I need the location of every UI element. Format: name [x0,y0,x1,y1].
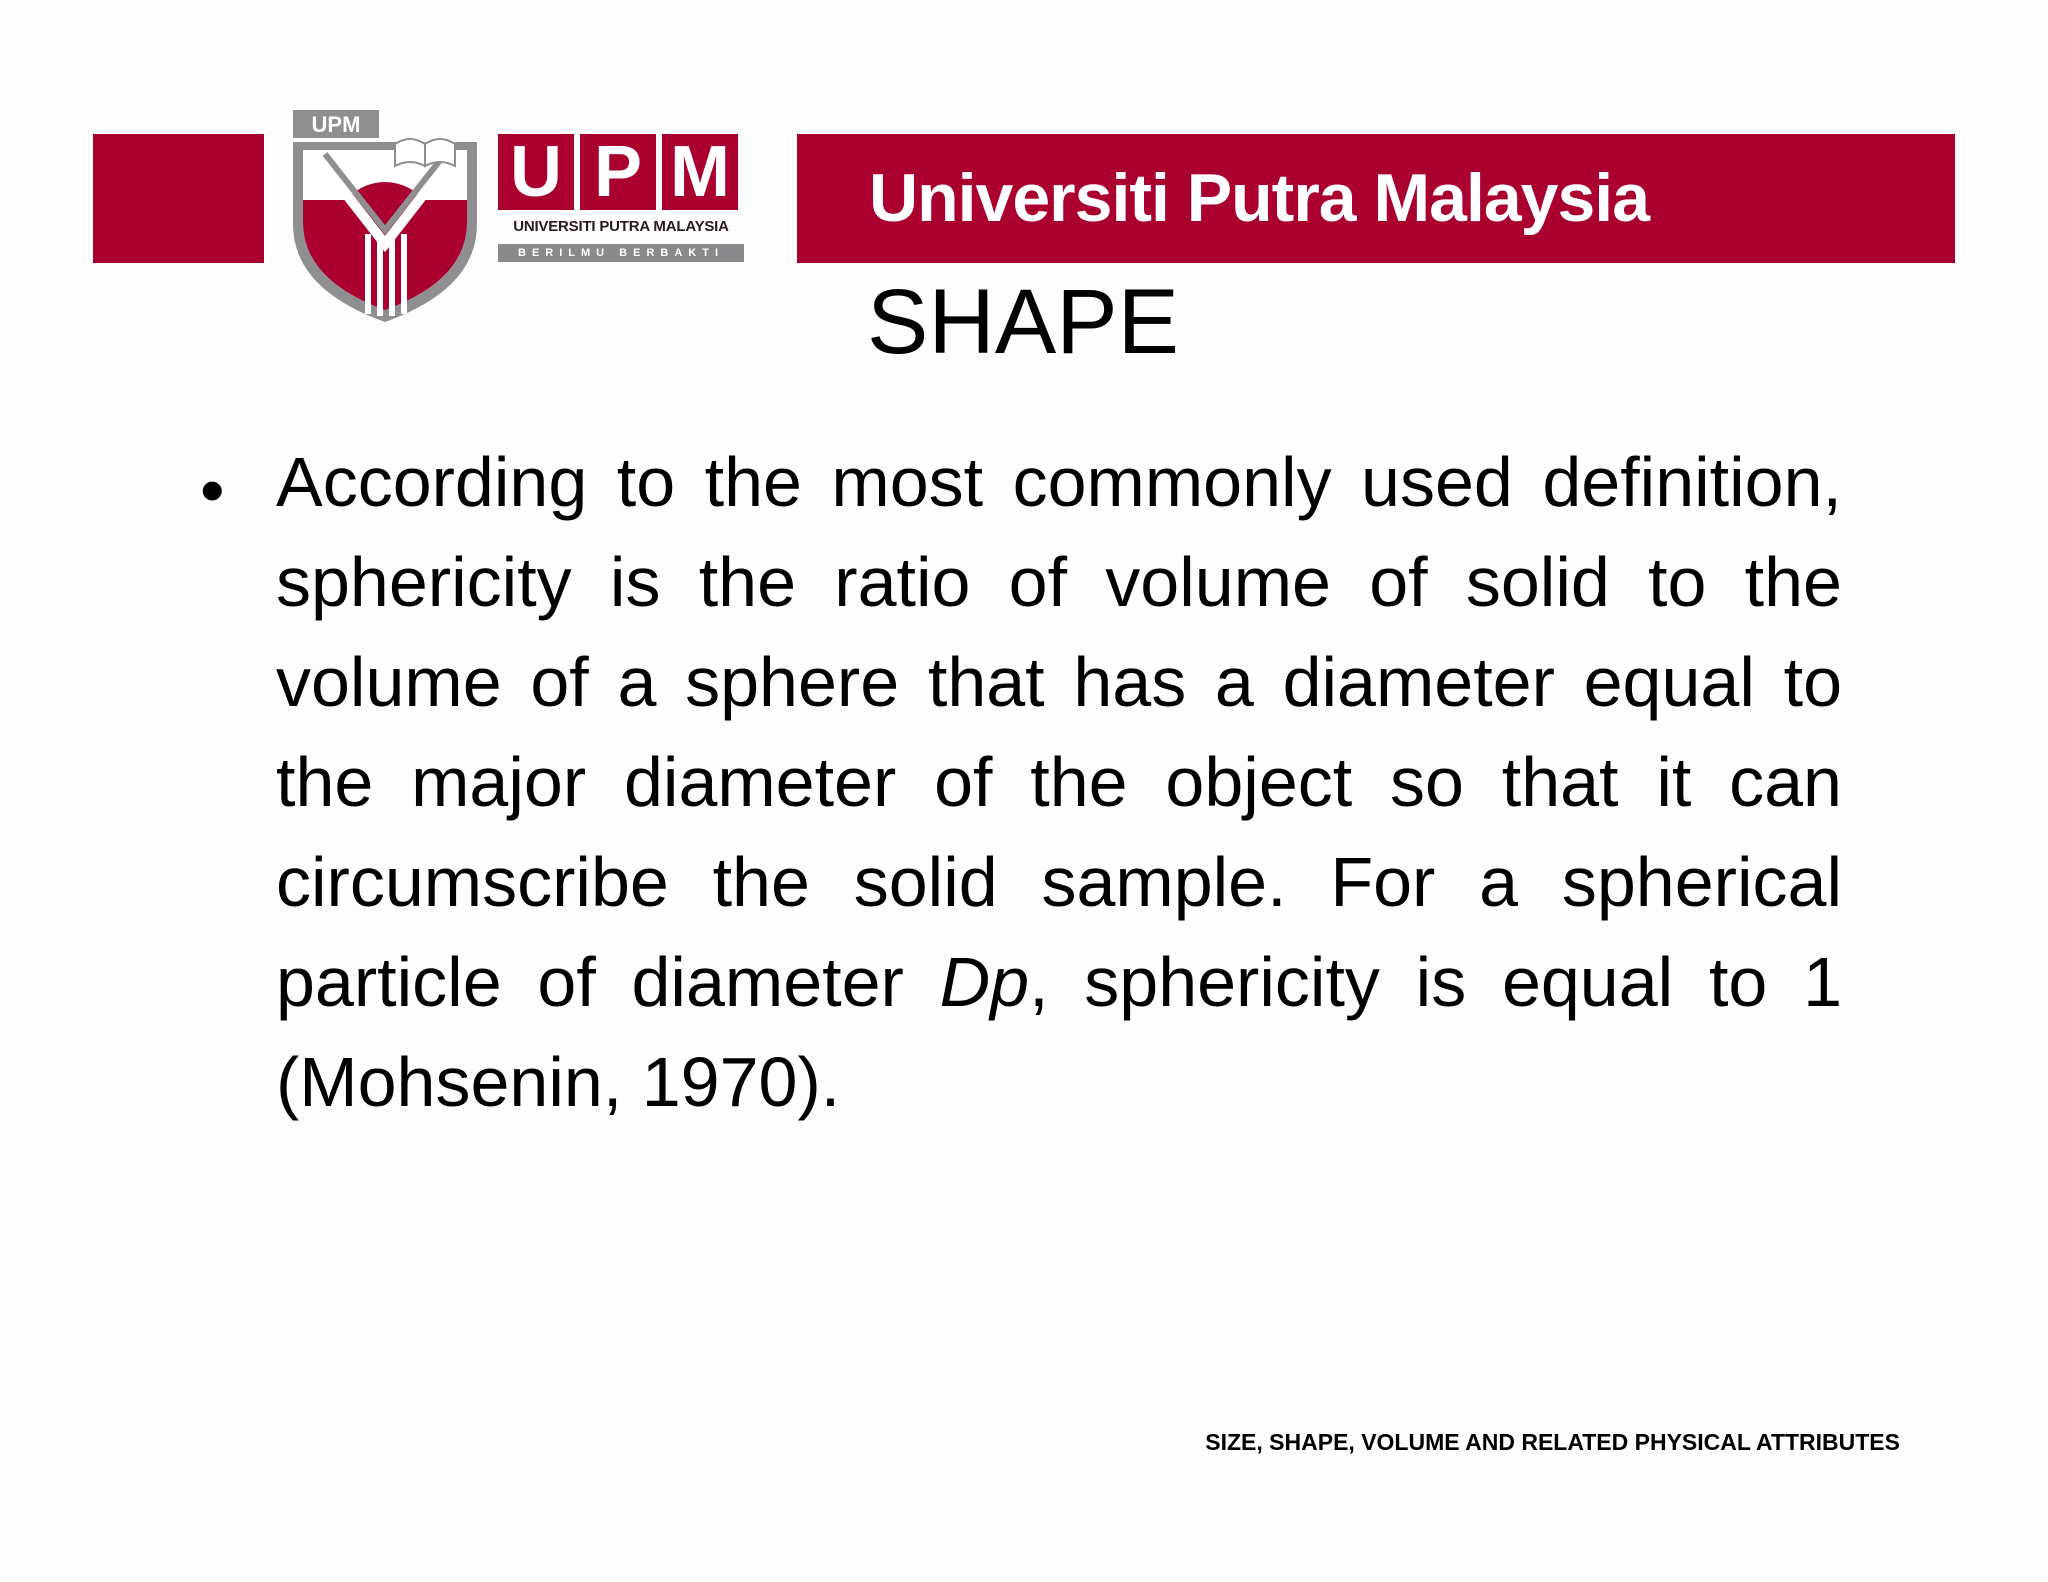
header-bar-right [797,134,1955,263]
slide-title-text: SHAPE [867,271,1179,373]
wordmark-letter-m: M [662,134,738,210]
footer-caption: SIZE, SHAPE, VOLUME AND RELATED PHYSICAL ATTRIBUTES [1205,1429,1900,1455]
wordmark-letters [498,134,738,210]
wordmark-letter-u: U [498,134,574,210]
slide-title [0,262,2048,382]
paragraph-text-main: According to the most commonly used definition, sphericity is the ratio of volume of solid to the volume of a sphere that has a diameter equal to the major diameter of the object so that it can circumscribe the solid sample. For a spherical particle of diameter [276,443,1842,1021]
bullet-marker: • [200,451,225,529]
bullet-paragraph [276,432,1842,1132]
university-name: Universiti Putra Malaysia [869,160,1650,236]
wordmark-university-name: UNIVERSITI PUTRA MALAYSIA [513,218,729,235]
paragraph-text-end: , sphericity is equal to 1 (Mohsenin, 1970). [276,943,1842,1121]
wordmark-letter-p: P [580,134,656,210]
crest-badge-text: UPM [311,112,361,137]
header-bar-left [93,134,264,263]
upm-wordmark [498,134,744,266]
wordmark-motto: BERILMU BERBAKTI [498,244,744,262]
paragraph-italic-term: Dp [939,943,1030,1021]
